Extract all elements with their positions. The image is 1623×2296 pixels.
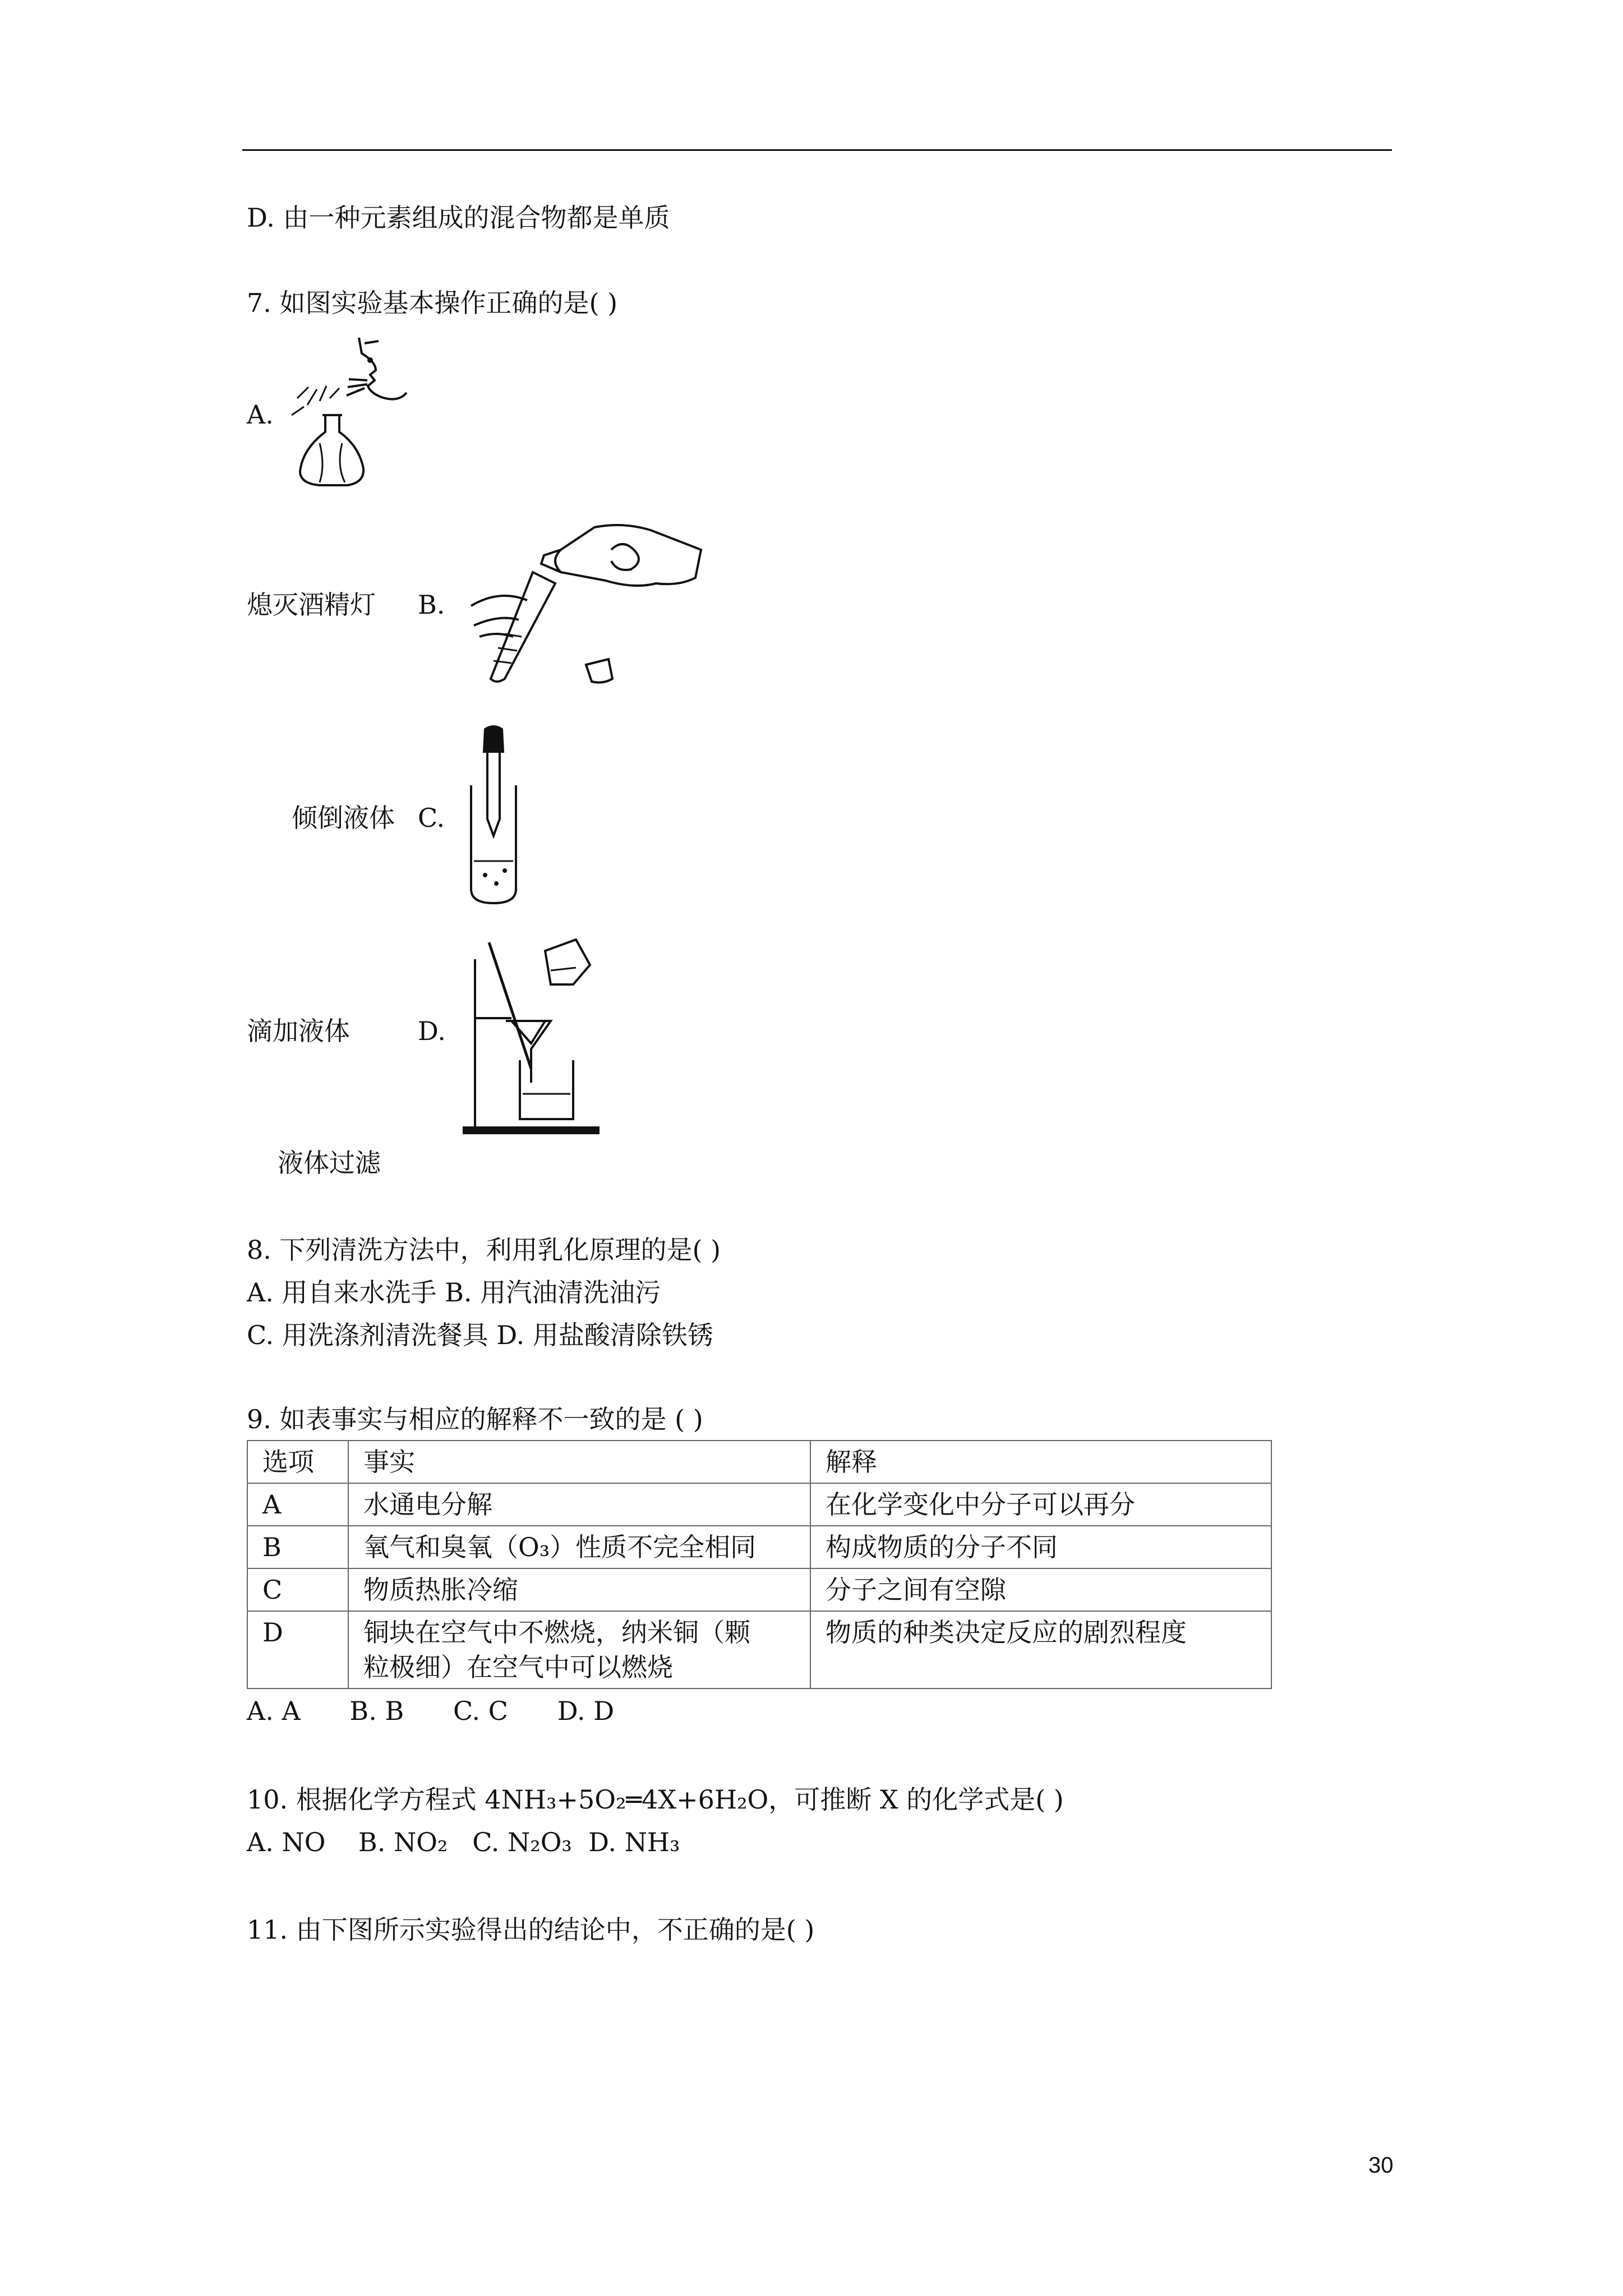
q7-option-d-caption: 液体过滤	[278, 1148, 381, 1178]
row-option: A	[247, 1483, 348, 1526]
pour-liquid-icon	[465, 516, 707, 690]
row-option: B	[247, 1526, 348, 1568]
q7-option-b-letter: B.	[418, 590, 445, 620]
row-fact: 物质热胀冷缩	[348, 1568, 810, 1611]
row-explanation: 分子之间有空隙	[810, 1568, 1271, 1611]
q9-stem: 9. 如表事实与相应的解释不一致的是 ( )	[247, 1404, 703, 1434]
row-explanation: 物质的种类决定反应的剧烈程度	[810, 1611, 1271, 1688]
row-fact: 水通电分解	[348, 1483, 810, 1526]
table-row	[247, 1483, 1271, 1526]
q7-option-c-caption: 滴加液体	[247, 1016, 350, 1046]
q10-answers: A. NO B. NO₂ C. N₂O₃ D. NH₃	[247, 1827, 680, 1857]
table-row	[247, 1568, 1271, 1611]
row-fact: 氧气和臭氧（O₃）性质不完全相同	[348, 1526, 810, 1568]
dropper-test-tube-icon	[463, 724, 524, 909]
row-explanation: 构成物质的分子不同	[810, 1526, 1271, 1568]
q8-options-line1: A. 用自来水洗手 B. 用汽油清洗油污	[247, 1277, 661, 1308]
q7-option-d-letter: D.	[418, 1016, 446, 1046]
q8-stem: 8. 下列清洗方法中，利用乳化原理的是( )	[247, 1235, 721, 1265]
row-fact-line2: 粒极细）在空气中可以燃烧	[363, 1652, 673, 1682]
alcohol-lamp-blow-out-icon	[286, 331, 437, 499]
column-header-explanation: 解释	[810, 1441, 1271, 1483]
row-explanation: 在化学变化中分子可以再分	[810, 1483, 1271, 1526]
row-fact	[348, 1611, 810, 1688]
q7-option-b-caption: 倾倒液体	[292, 803, 395, 833]
column-header-fact: 事实	[348, 1441, 810, 1483]
q9-answers: A. A B. B C. C D. D	[247, 1696, 615, 1726]
header-rule	[242, 149, 1392, 151]
q8-options-line2: C. 用洗涤剂清洗餐具 D. 用盐酸清除铁锈	[247, 1320, 713, 1350]
q10-stem: 10. 根据化学方程式 4NH₃+5O₂═4X+6H₂O，可推断 X 的化学式是( )	[247, 1784, 1064, 1815]
row-fact-line1: 铜块在空气中不燃烧，纳米铜（颗	[363, 1617, 750, 1648]
page-number: 30	[1368, 2153, 1394, 2178]
q7-option-a-caption: 熄灭酒精灯	[247, 590, 376, 620]
table-header-row	[247, 1441, 1271, 1483]
q6-option-d: D. 由一种元素组成的混合物都是单质	[247, 203, 670, 233]
table-row	[247, 1611, 1271, 1688]
row-option: D	[247, 1611, 348, 1688]
q9-table	[247, 1440, 1272, 1689]
q7-option-a-letter: A.	[247, 399, 274, 430]
filtration-setup-icon	[461, 934, 601, 1136]
table-row	[247, 1526, 1271, 1568]
q11-stem: 11. 由下图所示实验得出的结论中，不正确的是( )	[247, 1915, 815, 1945]
q7-option-c-letter: C.	[418, 803, 445, 833]
q7-stem: 7. 如图实验基本操作正确的是( )	[247, 288, 618, 318]
row-option: C	[247, 1568, 348, 1611]
column-header-option: 选项	[247, 1441, 348, 1483]
